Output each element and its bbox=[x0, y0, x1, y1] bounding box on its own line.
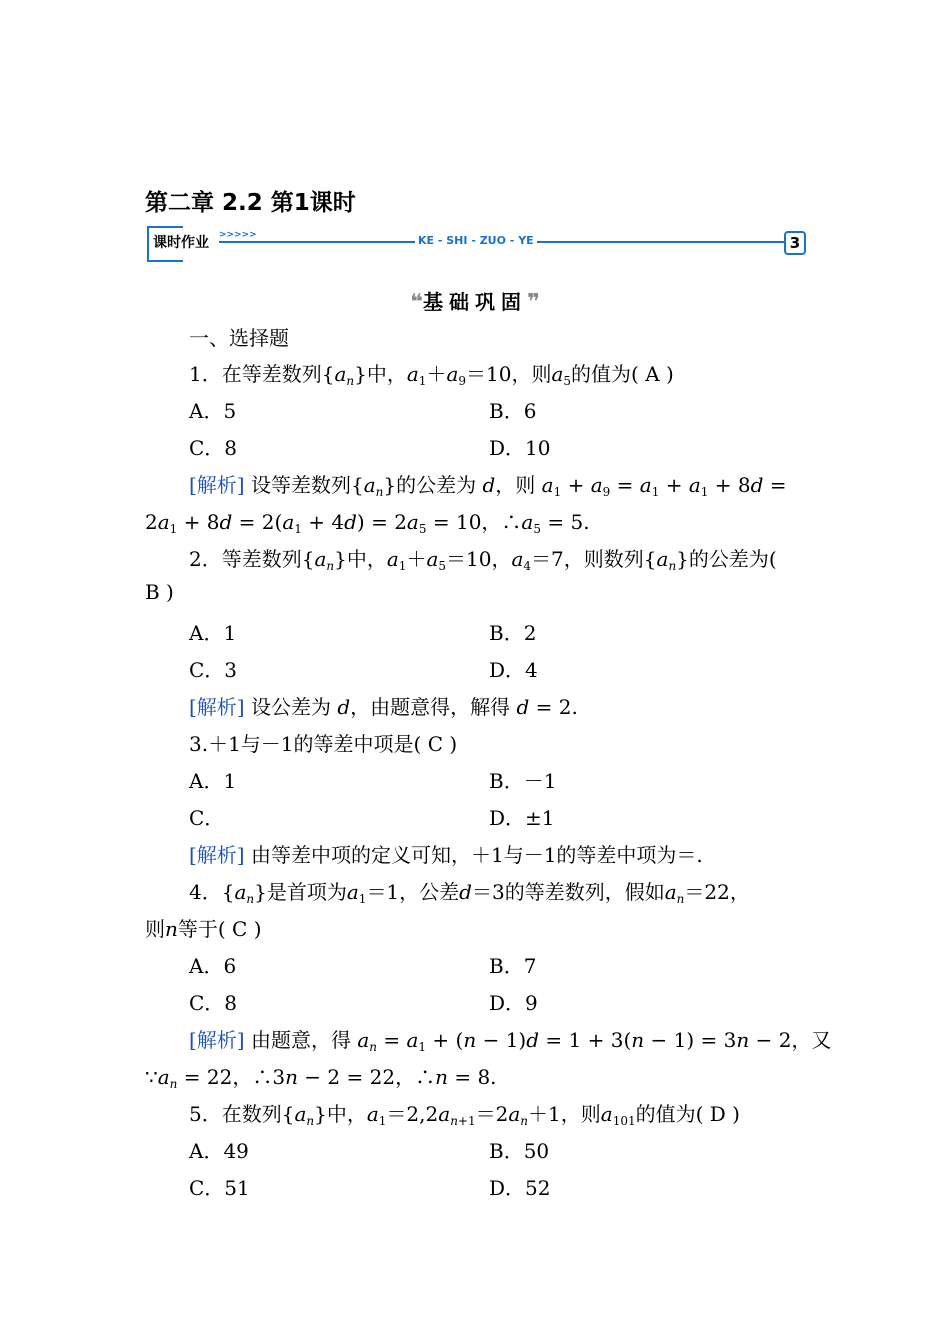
homework-banner bbox=[147, 226, 809, 264]
q5-option-d: D．52 bbox=[489, 1176, 551, 1200]
q4-option-d: D．9 bbox=[489, 991, 538, 1015]
q1-option-d: D．10 bbox=[489, 436, 551, 460]
question-type-heading: 一、选择题 bbox=[189, 326, 289, 350]
q3-option-d: D．±1 bbox=[489, 806, 555, 830]
q5-option-c: C．51 bbox=[189, 1176, 250, 1200]
q2-explanation-label: [解析] bbox=[189, 695, 245, 719]
q3-explanation-label: [解析] bbox=[189, 843, 245, 867]
q1-stem: 1．在等差数列$\{a_n\}$中，$a_1+a_9=10$，则$a_5$的值为( A ) bbox=[189, 362, 674, 388]
q1-explanation-line1: [解析] 设等差数列$\{a_n\}$的公差为 d，则 $a_1 + a_9 = a_1 + a_1 + 8d$ = bbox=[189, 473, 787, 499]
q2-option-c: C．3 bbox=[189, 658, 238, 682]
q3-explanation-text: 由等差中项的定义可知，＋1与－1的等差中项为＝. bbox=[250, 843, 703, 867]
q3-explanation bbox=[189, 839, 703, 868]
q2-stem-line2: B ) bbox=[145, 580, 174, 604]
q4-explanation-line2: $\because a_n = 22$，∴3n − 2 = 22，∴n = 8. bbox=[145, 1065, 497, 1091]
q4-stem-line2: 则n等于( C ) bbox=[145, 917, 262, 941]
banner-number: 3 bbox=[784, 231, 806, 255]
q3-option-a: A．1 bbox=[189, 769, 237, 793]
q5-option-b: B．50 bbox=[489, 1139, 550, 1163]
q1-option-c: C．8 bbox=[189, 436, 238, 460]
q2-option-a: A．1 bbox=[189, 621, 237, 645]
open-quote-icon: ❝ bbox=[410, 290, 423, 315]
q2-option-b: B．2 bbox=[489, 621, 537, 645]
banner-arrows: >>>>> bbox=[219, 230, 257, 240]
q1-option-a: A．5 bbox=[189, 399, 237, 423]
banner-label: 课时作业 bbox=[153, 232, 211, 252]
q4-option-b: B．7 bbox=[489, 954, 537, 978]
q4-explanation-line1: [解析] 由题意，得 $a_n = a_1 + (n - 1)d = 1 + 3(n - 1) = 3n - 2$，又 bbox=[189, 1028, 832, 1054]
q1-explanation-label: [解析] bbox=[189, 473, 245, 497]
q1-option-b: B．6 bbox=[489, 399, 537, 423]
q3-stem: 3.＋1与－1的等差中项是( C ) bbox=[189, 732, 458, 756]
q2-stem-line1: 2．等差数列$\{a_n\}$中，$a_1+a_5=10$，$a_4=7$，则数列$\{a_n\}$的公差为( bbox=[189, 547, 777, 573]
close-quote-icon: ❞ bbox=[527, 290, 540, 315]
q2-explanation: [解析] 设公差为 d，由题意得，解得 d = 2. bbox=[189, 695, 578, 719]
q5-option-a: A．49 bbox=[189, 1139, 249, 1163]
q3-option-b: B．－1 bbox=[489, 769, 557, 793]
q1-explanation-line2: $2a_1 + 8d = 2(a_1 + 4d) = 2a_5 = 10$，$\therefore a_5 = 5$. bbox=[145, 510, 590, 536]
q5-stem: 5．在数列$\{a_n\}$中，$a_1=2,2a_{n+1}=2a_n+1$，则$a_{101}$的值为( D ) bbox=[189, 1102, 740, 1128]
q3-option-c: C． bbox=[189, 806, 225, 830]
section-title: 基础巩固 bbox=[423, 290, 527, 314]
q4-stem-line1: 4．$\{a_n\}$是首项为$a_1=1$，公差d＝3的等差数列，假如$a_n=22$， bbox=[189, 880, 750, 906]
q2-option-d: D．4 bbox=[489, 658, 538, 682]
section-heading bbox=[0, 286, 950, 315]
q4-option-c: C．8 bbox=[189, 991, 238, 1015]
q4-explanation-label: [解析] bbox=[189, 1028, 245, 1052]
q4-option-a: A．6 bbox=[189, 954, 237, 978]
chapter-title: 第二章 2.2 第1课时 bbox=[145, 190, 356, 216]
banner-pinyin: KE - SHI - ZUO - YE bbox=[415, 234, 537, 247]
